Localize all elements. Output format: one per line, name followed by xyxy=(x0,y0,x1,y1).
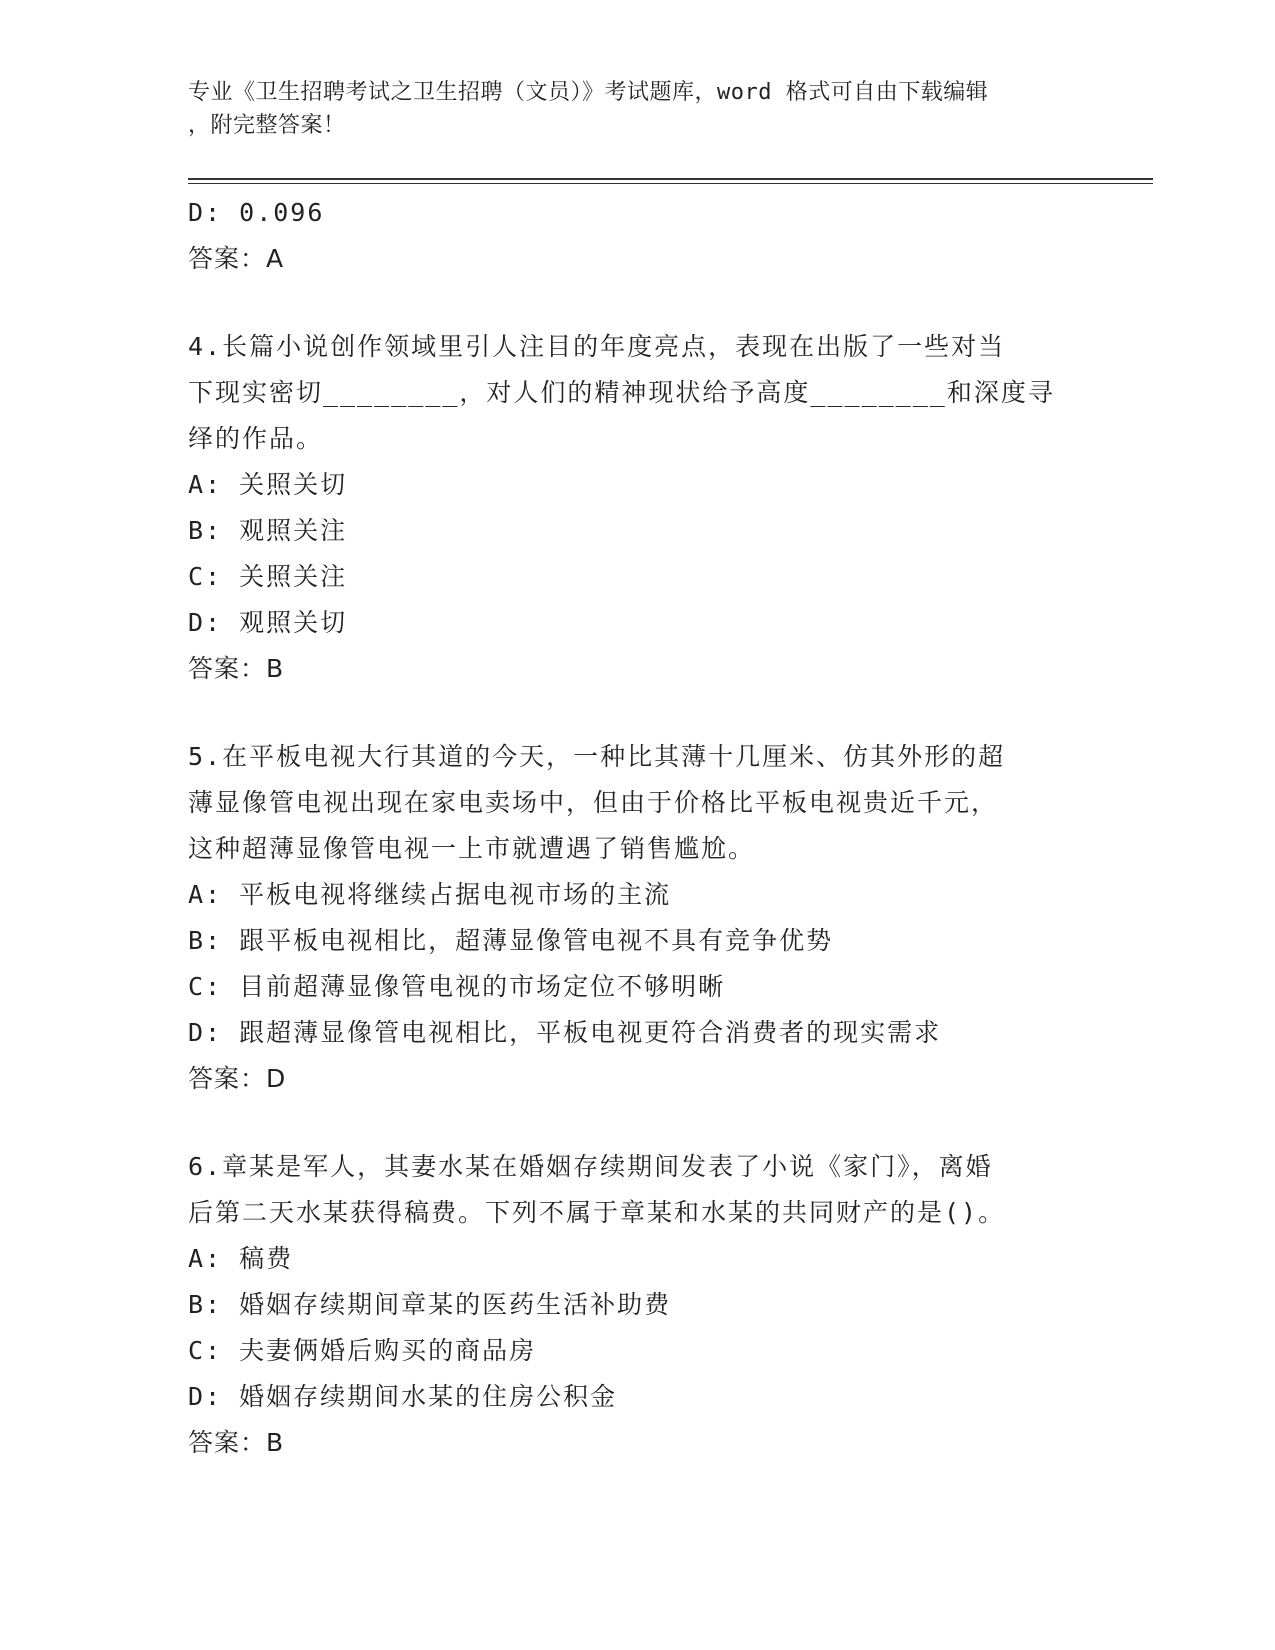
option-d: D: 观照关切 xyxy=(188,608,348,637)
previous-question-tail xyxy=(188,190,1068,282)
header-divider-thick xyxy=(188,178,1153,180)
question-stem-line: 5.在平板电视大行其道的今天，一种比其薄十几厘米、仿其外形的超 xyxy=(188,742,1006,771)
option-d: D: 0.096 xyxy=(188,198,325,227)
answer-line: 答案：B xyxy=(188,654,285,683)
header-line-2: ，附完整答案！ xyxy=(188,113,346,138)
question-spacer xyxy=(188,692,1068,734)
question-stem-line: 薄显像管电视出现在家电卖场中，但由于价格比平板电视贵近千元， xyxy=(188,788,999,817)
question-stem-line: 这种超薄显像管电视一上市就遭遇了销售尴尬。 xyxy=(188,834,756,863)
question-stem-line: 4.长篇小说创作领域里引人注目的年度亮点，表现在出版了一些对当 xyxy=(188,332,1006,361)
question-6 xyxy=(188,1144,1068,1466)
option-d: D: 跟超薄显像管电视相比，平板电视更符合消费者的现实需求 xyxy=(188,1018,942,1047)
document-header xyxy=(188,76,1088,142)
option-b: B: 跟平板电视相比，超薄显像管电视不具有竞争优势 xyxy=(188,926,834,955)
question-stem-line: 下现实密切________，对人们的精神现状给予高度________和深度寻 xyxy=(188,378,1055,407)
option-a: A: 关照关切 xyxy=(188,470,348,499)
option-b: B: 观照关注 xyxy=(188,516,348,545)
header-line-1: 专业《卫生招聘考试之卫生招聘（文员）》考试题库，word 格式可自由下载编辑 xyxy=(188,80,989,105)
option-b: B: 婚姻存续期间章某的医药生活补助费 xyxy=(188,1290,672,1319)
document-body xyxy=(188,190,1068,1466)
answer-line: 答案：B xyxy=(188,1428,285,1457)
option-c: C: 目前超薄显像管电视的市场定位不够明晰 xyxy=(188,972,726,1001)
option-c: C: 夫妻俩婚后购买的商品房 xyxy=(188,1336,537,1365)
option-a: A: 稿费 xyxy=(188,1244,294,1273)
question-5 xyxy=(188,734,1068,1102)
answer-line: 答案：A xyxy=(188,244,285,273)
header-divider-thin xyxy=(188,183,1153,184)
option-d: D: 婚姻存续期间水某的住房公积金 xyxy=(188,1382,618,1411)
question-stem-line: 后第二天水某获得稿费。下列不属于章某和水某的共同财产的是()。 xyxy=(188,1198,1006,1227)
option-a: A: 平板电视将继续占据电视市场的主流 xyxy=(188,880,672,909)
question-stem-line: 6.章某是军人，其妻水某在婚姻存续期间发表了小说《家门》，离婚 xyxy=(188,1152,993,1181)
answer-line: 答案：D xyxy=(188,1064,287,1093)
question-stem-line: 绎的作品。 xyxy=(188,424,324,453)
question-spacer xyxy=(188,282,1068,324)
question-4 xyxy=(188,324,1068,692)
question-spacer xyxy=(188,1102,1068,1144)
option-c: C: 关照关注 xyxy=(188,562,348,591)
